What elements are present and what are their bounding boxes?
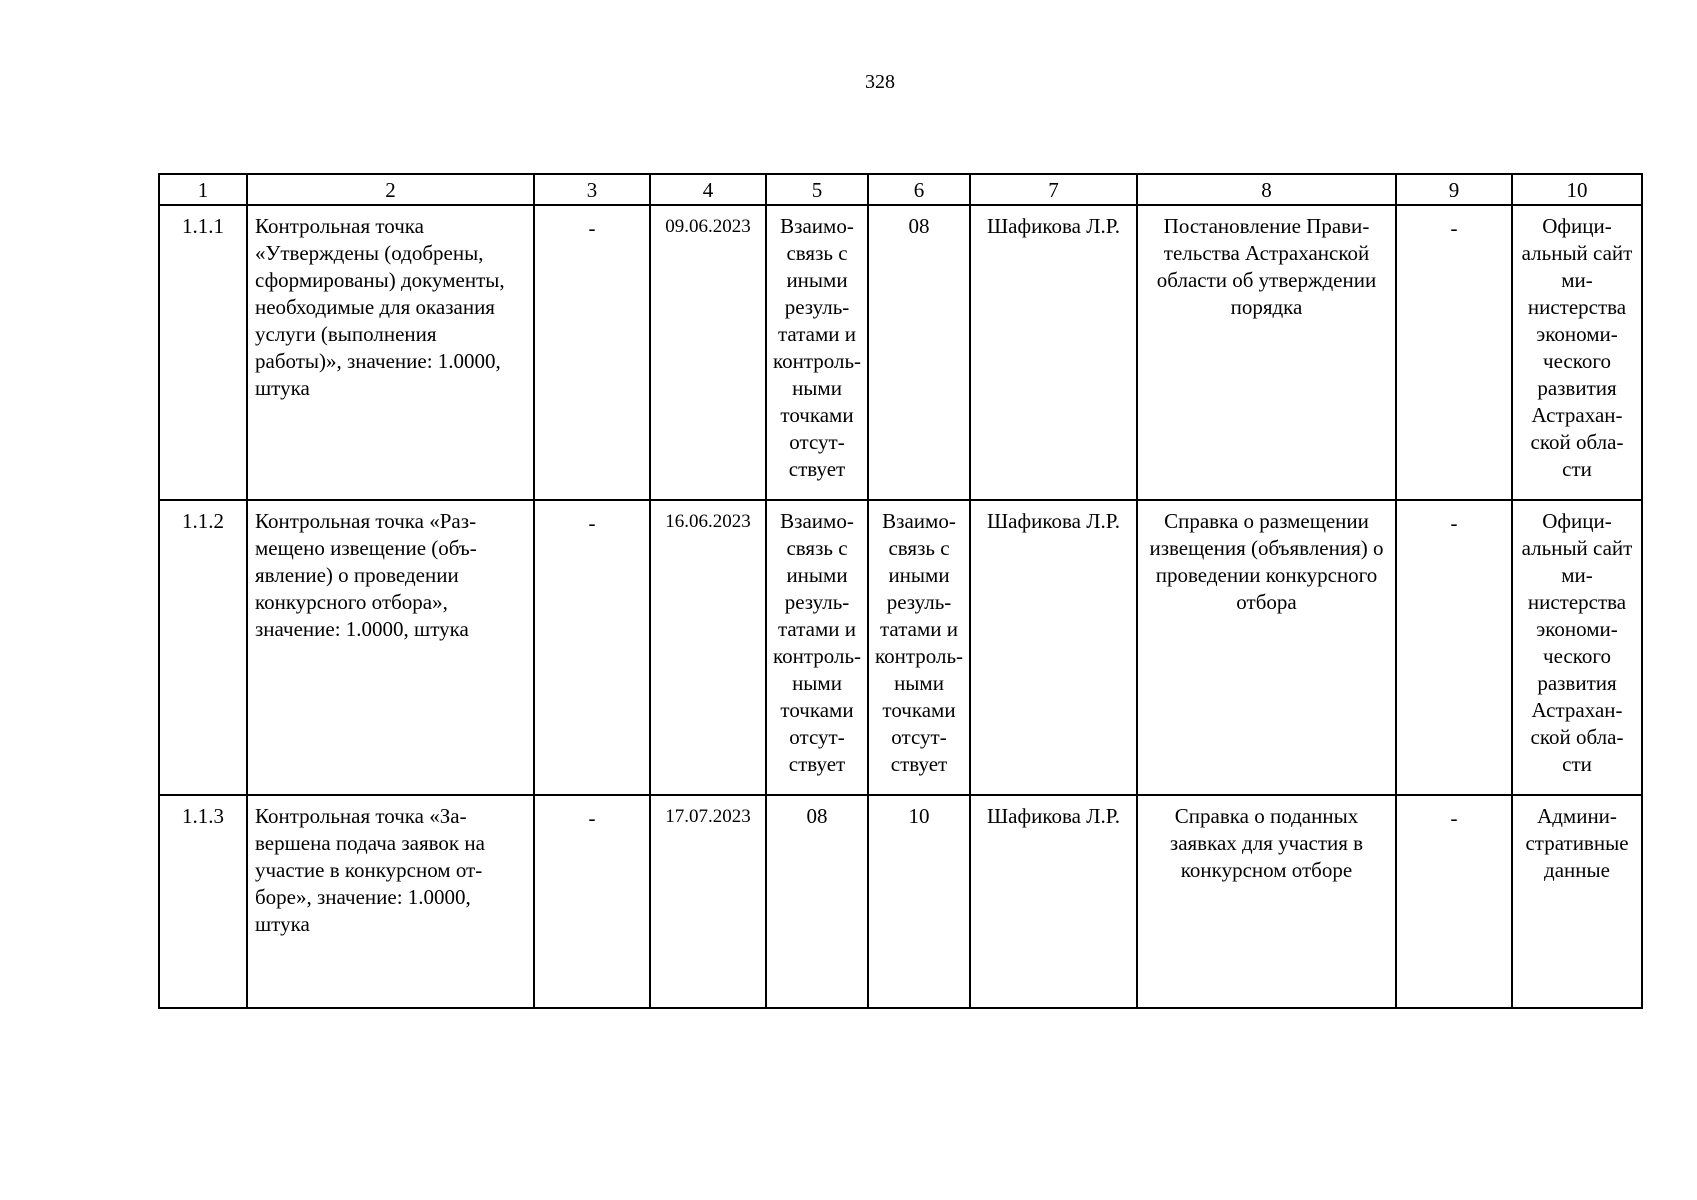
column-header-7: 7 bbox=[970, 174, 1137, 205]
column-header-9: 9 bbox=[1396, 174, 1512, 205]
column-6-cell: 10 bbox=[868, 795, 970, 1008]
column-3-cell: - bbox=[534, 795, 650, 1008]
date-cell: 16.06.2023 bbox=[650, 500, 766, 795]
row-number-cell: 1.1.1 bbox=[159, 205, 247, 500]
table-row bbox=[159, 205, 1642, 500]
header-row bbox=[159, 174, 1642, 205]
column-5-cell: Взаимосвязь с иными результатами и контрольными точками отсутствует bbox=[766, 205, 868, 500]
source-cell: Официальный сайт министерства экономического развития Астраханской области bbox=[1512, 205, 1642, 500]
column-9-cell: - bbox=[1396, 795, 1512, 1008]
column-header-5: 5 bbox=[766, 174, 868, 205]
column-5-cell: 08 bbox=[766, 795, 868, 1008]
responsible-person-cell: Шафикова Л.Р. bbox=[970, 205, 1137, 500]
column-header-10: 10 bbox=[1512, 174, 1642, 205]
table-row bbox=[159, 500, 1642, 795]
control-point-description-cell: Контрольная точка «Размещено извещение (объявление) о проведении конкурсного отбора», значение: 1.0000, штука bbox=[247, 500, 534, 795]
column-header-3: 3 bbox=[534, 174, 650, 205]
column-9-cell: - bbox=[1396, 205, 1512, 500]
column-header-6: 6 bbox=[868, 174, 970, 205]
control-points-table bbox=[158, 173, 1643, 1009]
column-header-4: 4 bbox=[650, 174, 766, 205]
column-3-cell: - bbox=[534, 500, 650, 795]
date-cell: 17.07.2023 bbox=[650, 795, 766, 1008]
column-3-cell: - bbox=[534, 205, 650, 500]
column-6-cell: Взаимосвязь с иными результатами и контрольными точками отсутствует bbox=[868, 500, 970, 795]
column-9-cell: - bbox=[1396, 500, 1512, 795]
source-cell: Официальный сайт министерства экономического развития Астраханской области bbox=[1512, 500, 1642, 795]
column-header-8: 8 bbox=[1137, 174, 1396, 205]
responsible-person-cell: Шафикова Л.Р. bbox=[970, 500, 1137, 795]
source-cell: Административные данные bbox=[1512, 795, 1642, 1008]
control-point-description-cell: Контрольная точка «Завершена подача заявок на участие в конкурсном отборе», значение: 1.0000, штука bbox=[247, 795, 534, 1008]
column-header-1: 1 bbox=[159, 174, 247, 205]
column-header-2: 2 bbox=[247, 174, 534, 205]
document-cell: Справка о размещении извещения (объявления) о проведении конкурсного отбора bbox=[1137, 500, 1396, 795]
row-number-cell: 1.1.2 bbox=[159, 500, 247, 795]
document-cell: Справка о поданных заявках для участия в конкурсном отборе bbox=[1137, 795, 1396, 1008]
page-number: 328 bbox=[865, 71, 895, 93]
column-5-cell: Взаимосвязь с иными результатами и контрольными точками отсутствует bbox=[766, 500, 868, 795]
document-cell: Постановление Правительства Астраханской области об утверждении порядка bbox=[1137, 205, 1396, 500]
row-number-cell: 1.1.3 bbox=[159, 795, 247, 1008]
column-6-cell: 08 bbox=[868, 205, 970, 500]
responsible-person-cell: Шафикова Л.Р. bbox=[970, 795, 1137, 1008]
table-row bbox=[159, 795, 1642, 1008]
date-cell: 09.06.2023 bbox=[650, 205, 766, 500]
control-point-description-cell: Контрольная точка «Утверждены (одобрены, сформированы) документы, необходимые для оказания услуги (выполнения работы)», значение: 1.0000, штука bbox=[247, 205, 534, 500]
